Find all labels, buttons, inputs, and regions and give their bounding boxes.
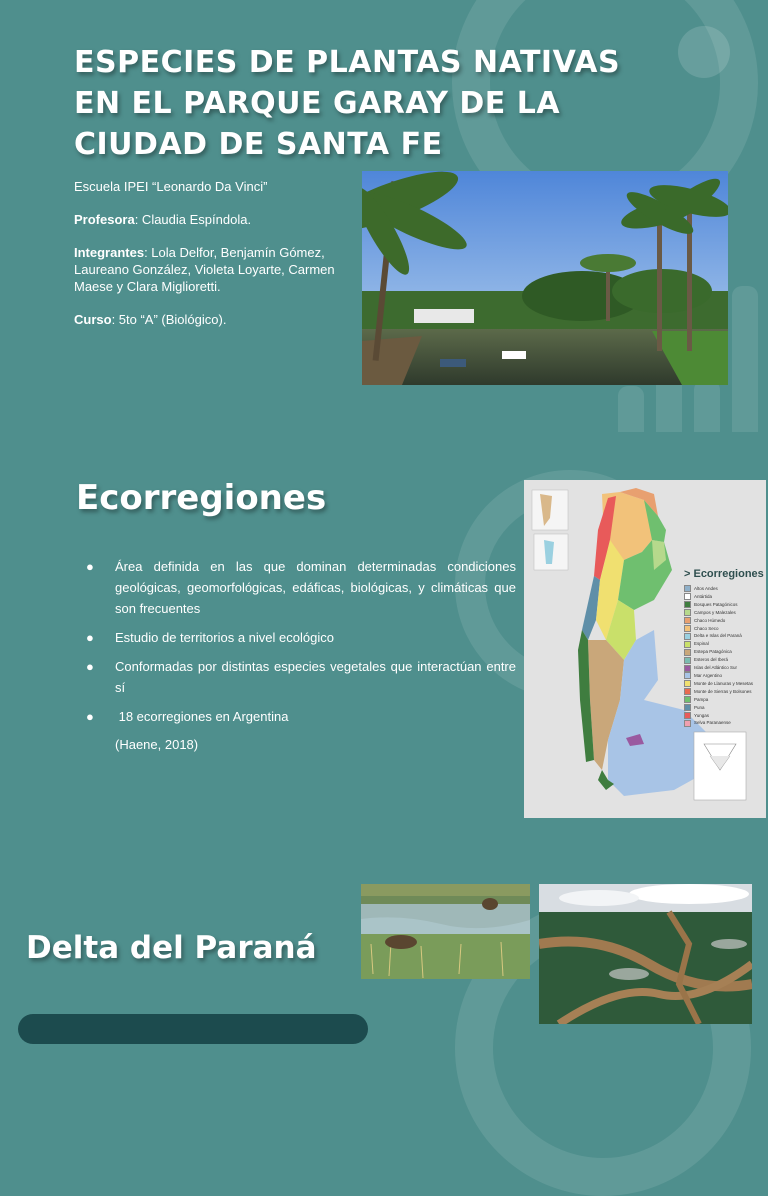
legend-swatch xyxy=(684,680,691,687)
legend-swatch xyxy=(684,665,691,672)
legend-item xyxy=(684,625,764,633)
course-label: Curso xyxy=(74,312,112,327)
legend-label: Esteros del Iberá xyxy=(694,657,729,663)
legend-item xyxy=(684,632,764,640)
teacher-label: Profesora xyxy=(74,212,135,227)
bullet-icon: ● xyxy=(86,630,94,645)
decorative-bar-3 xyxy=(694,380,720,432)
park-photo xyxy=(362,171,728,385)
legend-swatch xyxy=(684,641,691,648)
legend-label: Puna xyxy=(694,704,705,710)
legend-item xyxy=(684,617,764,625)
legend-swatch xyxy=(684,657,691,664)
school-name: Escuela IPEI “Leonardo Da Vinci” xyxy=(74,179,268,194)
legend-label: Delta e Islas del Paraná xyxy=(694,633,742,639)
legend-item xyxy=(684,664,764,672)
legend-item xyxy=(684,680,764,688)
decorative-circle-top xyxy=(678,26,730,78)
legend-title: > Ecorregiones xyxy=(684,568,764,580)
list-item xyxy=(82,627,516,648)
legend-items xyxy=(684,585,764,727)
legend-swatch xyxy=(684,585,691,592)
legend-label: Yungas xyxy=(694,712,710,718)
bullet-text: 18 ecorregiones en Argentina xyxy=(115,709,289,724)
legend-label: Espinal xyxy=(694,641,709,647)
legend-label: Campos y Malezales xyxy=(694,609,736,615)
legend-label: Monte de Llanuras y Mesetas xyxy=(694,680,754,686)
map-legend xyxy=(684,568,764,727)
bullet-icon: ● xyxy=(86,559,94,574)
teacher-name: : Claudia Espíndola. xyxy=(134,212,252,227)
legend-item xyxy=(684,656,764,664)
legend-swatch xyxy=(684,593,691,600)
legend-swatch xyxy=(684,704,691,711)
project-info xyxy=(74,178,356,344)
course-value: : 5to “A” (Biológico). xyxy=(111,312,227,327)
ecoregions-list xyxy=(82,556,516,735)
legend-label: Monte de Sierras y Bolsones xyxy=(694,688,752,694)
legend-label: Selva Paranaense xyxy=(694,720,731,726)
course-line xyxy=(74,311,356,328)
legend-swatch xyxy=(684,617,691,624)
legend-label: Chaco Húmedo xyxy=(694,617,726,623)
list-item xyxy=(82,556,516,619)
legend-swatch xyxy=(684,688,691,695)
legend-item xyxy=(684,640,764,648)
delta-aerial-photo xyxy=(539,884,752,1024)
legend-label: Islas del Atlántico Sur xyxy=(694,665,738,671)
legend-item xyxy=(684,688,764,696)
bullet-icon: ● xyxy=(86,709,94,724)
legend-item xyxy=(684,593,764,601)
legend-swatch xyxy=(684,633,691,640)
page-title: ESPECIES DE PLANTAS NATIVAS EN EL PARQUE GARAY DE LA CIUDAD DE SANTA FE xyxy=(74,45,621,162)
legend-item xyxy=(684,712,764,720)
bullet-text: Estudio de territorios a nivel ecológico xyxy=(115,630,334,645)
legend-item xyxy=(684,696,764,704)
legend-label: Chaco Seco xyxy=(694,625,719,631)
bottom-banner xyxy=(18,1014,368,1044)
legend-item xyxy=(684,704,764,712)
legend-item xyxy=(684,609,764,617)
legend-item xyxy=(684,719,764,727)
legend-item xyxy=(684,585,764,593)
legend-swatch xyxy=(684,609,691,616)
legend-label: Estepa Patagónica xyxy=(694,649,732,655)
bullet-icon: ● xyxy=(86,659,94,674)
citation: (Haene, 2018) xyxy=(115,737,199,752)
legend-swatch xyxy=(684,649,691,656)
legend-swatch xyxy=(684,601,691,608)
ecoregions-heading: Ecorregiones xyxy=(76,478,327,518)
legend-label: Bosques Patagónicos xyxy=(694,601,738,607)
legend-label: Pampa xyxy=(694,696,709,702)
legend-swatch xyxy=(684,712,691,719)
members-label: Integrantes xyxy=(74,245,145,260)
ecoregions-map xyxy=(524,480,766,818)
legend-label: Mar Argentino xyxy=(694,672,723,678)
members-names: : Lola Delfor, Benjamín Gómez, Laureano González, Violeta Loyarte, Carmen Maese y Clara Miglioretti. xyxy=(74,245,335,294)
legend-swatch xyxy=(684,696,691,703)
legend-label: Antártida xyxy=(694,593,713,599)
decorative-bar-1 xyxy=(618,386,644,432)
list-item xyxy=(82,656,516,698)
wetland-capybara-photo xyxy=(361,884,530,979)
legend-swatch xyxy=(684,625,691,632)
decorative-bar-4 xyxy=(732,286,758,432)
bullet-text: Conformadas por distintas especies vegetales que interactúan entre sí xyxy=(115,659,516,695)
list-item xyxy=(82,706,516,727)
bullet-text: Área definida en las que dominan determinadas condiciones geológicas, geomorfológicas, edáficas, biológicas, y climáticas que son frecuentes xyxy=(115,559,516,616)
legend-swatch xyxy=(684,672,691,679)
legend-item xyxy=(684,648,764,656)
legend-swatch xyxy=(684,720,691,727)
legend-label: Altos Andes xyxy=(694,586,718,591)
delta-heading: Delta del Paraná xyxy=(26,930,317,966)
members-line xyxy=(74,244,356,295)
teacher-line xyxy=(74,211,356,228)
legend-item xyxy=(684,672,764,680)
legend-item xyxy=(684,601,764,609)
